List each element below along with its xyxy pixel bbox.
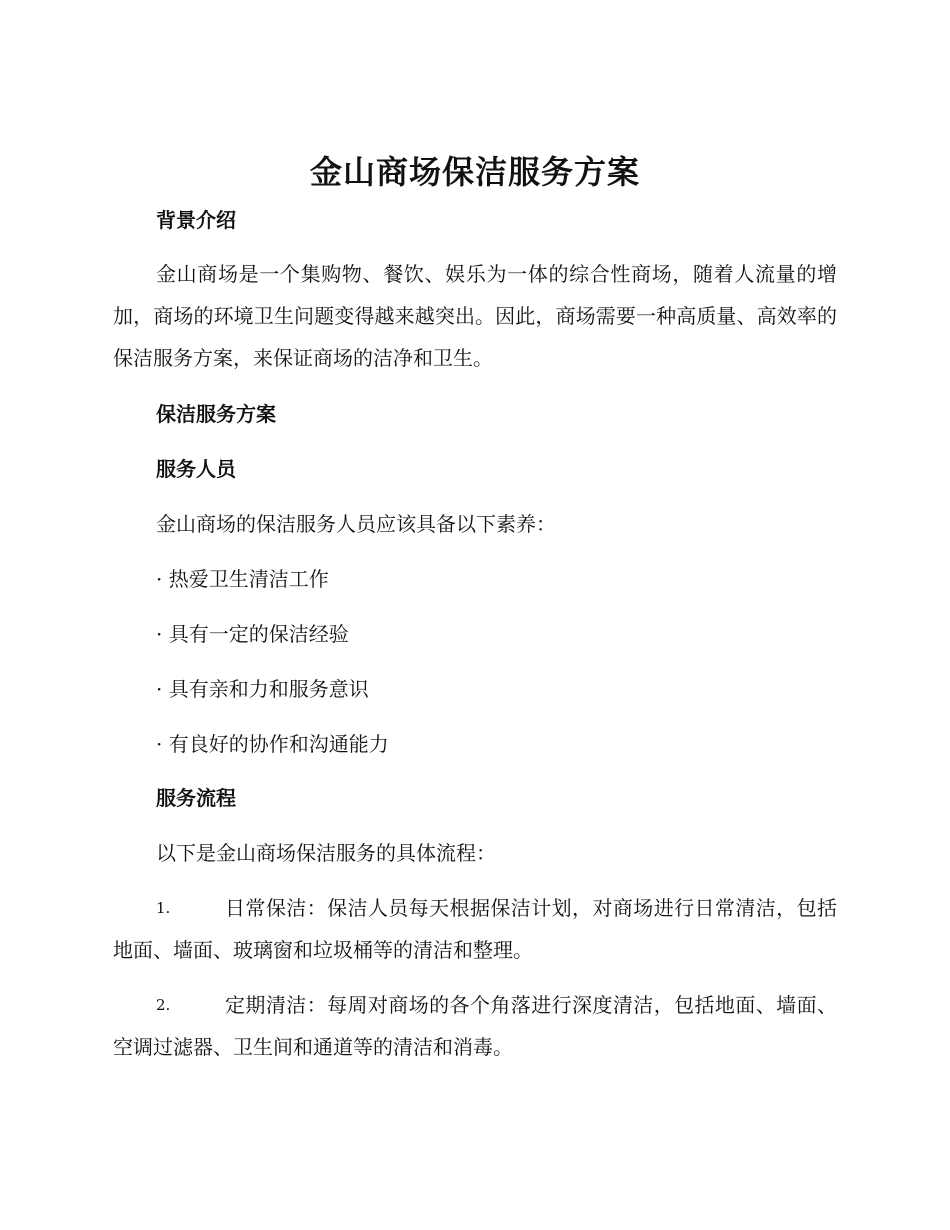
- process-step: 日常保洁：保洁人员每天根据保洁计划，对商场进行日常清洁，包括地面、墙面、玻璃窗和垃圾桶等的清洁和整理。: [113, 896, 837, 962]
- heading-background: 背景介绍: [156, 208, 236, 232]
- step-number: 1.: [156, 899, 171, 917]
- document-title: 金山商场保洁服务方案: [309, 153, 640, 191]
- bullet-item: · 热爱卫生清洁工作: [156, 567, 329, 591]
- heading-service-staff: 服务人员: [156, 457, 236, 481]
- staff-intro-text: 金山商场的保洁服务人员应该具备以下素养：: [156, 512, 556, 536]
- process-intro-text: 以下是金山商场保洁服务的具体流程：: [156, 841, 496, 865]
- bullet-item: · 具有一定的保洁经验: [156, 622, 349, 646]
- background-paragraph: 金山商场是一个集购物、餐饮、娱乐为一体的综合性商场，随着人流量的增加，商场的环境卫生问题变得越来越突出。因此，商场需要一种高质量、高效率的保洁服务方案，来保证商场的洁净和卫生。: [113, 262, 837, 370]
- heading-service-process: 服务流程: [156, 786, 236, 810]
- heading-cleaning-plan: 保洁服务方案: [156, 402, 276, 426]
- bullet-item: · 具有亲和力和服务意识: [156, 677, 369, 701]
- bullet-item: · 有良好的协作和沟通能力: [156, 732, 389, 756]
- process-step: 定期清洁：每周对商场的各个角落进行深度清洁，包括地面、墙面、空调过滤器、卫生间和通道等的清洁和消毒。: [113, 993, 837, 1059]
- step-number: 2.: [156, 996, 171, 1014]
